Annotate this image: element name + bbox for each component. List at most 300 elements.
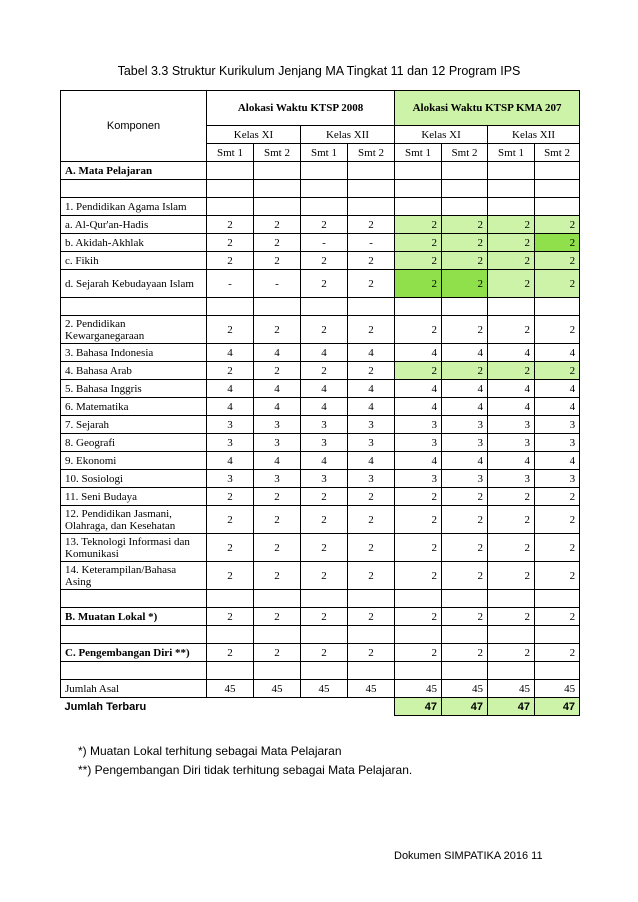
cell-value: 3 [348,416,395,434]
cell-value: 2 [395,608,442,626]
row-label: 8. Geografi [61,434,207,452]
cell-value: 2 [301,488,348,506]
cell-value: 45 [395,680,442,698]
empty-cell [254,698,301,716]
cell-value: 2 [442,644,488,662]
table-caption: Tabel 3.3 Struktur Kurikulum Jenjang MA Tingkat 11 dan 12 Program IPS [117,64,521,78]
header-kelas-xi: Kelas XI [395,126,488,144]
cell-value: 4 [254,452,301,470]
cell-value: 2 [207,562,254,590]
table-row [61,380,580,398]
cell-value: 2 [301,252,348,270]
cell-value: 2 [254,534,301,562]
cell-value: 2 [301,644,348,662]
empty-cell [442,298,488,316]
empty-cell [395,162,442,180]
table-row [61,416,580,434]
cell-value: 3 [254,416,301,434]
cell-value: 2 [395,234,442,252]
row-label: 13. Teknologi Informasi dan Komunikasi [61,534,207,562]
total-row [61,698,580,716]
cell-value: 2 [442,562,488,590]
cell-value: 3 [442,416,488,434]
cell-value: 2 [488,362,535,380]
cell-value: 4 [535,380,580,398]
empty-cell [488,162,535,180]
cell-value: 2 [254,562,301,590]
cell-value: 2 [301,270,348,298]
empty-cell [535,298,580,316]
header-smt-1: Smt 1 [301,144,348,162]
cell-value: 4 [254,398,301,416]
cell-value: 2 [254,362,301,380]
table-row [61,608,580,626]
cell-value: 2 [488,506,535,534]
table-row [61,362,580,380]
table-row [61,506,580,534]
total-label: Jumlah Terbaru [64,700,147,713]
empty-cell [254,298,301,316]
cell-value: 3 [301,470,348,488]
empty-cell [301,626,348,644]
total-value: 47 [535,698,580,716]
cell-value: 2 [395,644,442,662]
empty-cell [301,162,348,180]
empty-cell [348,198,395,216]
page-number: Dokumen SIMPATIKA 2016 11 [394,850,543,862]
cell-value: 4 [395,344,442,362]
row-label: 2. Pendidikan Kewarganegaraan [61,316,207,344]
header-smt-1: Smt 1 [488,144,535,162]
cell-value: 4 [301,398,348,416]
row-label [61,298,207,316]
cell-value: 3 [301,416,348,434]
empty-cell [301,198,348,216]
empty-cell [442,662,488,680]
empty-cell [254,626,301,644]
cell-value: 4 [442,380,488,398]
cell-value: - [301,234,348,252]
row-label: c. Fikih [61,252,207,270]
cell-value: 45 [301,680,348,698]
cell-value: 4 [442,398,488,416]
empty-cell [488,180,535,198]
cell-value: 3 [488,416,535,434]
row-label: A. Mata Pelajaran [61,162,207,180]
cell-value: 2 [301,534,348,562]
cell-value: 2 [535,608,580,626]
cell-value: 2 [254,216,301,234]
row-label: 11. Seni Budaya [61,488,207,506]
cell-value: 4 [488,344,535,362]
table-row [61,298,580,316]
empty-cell [395,298,442,316]
empty-cell [254,180,301,198]
cell-value: 2 [207,488,254,506]
cell-value: 2 [348,362,395,380]
row-label: B. Muatan Lokal *) [61,608,207,626]
empty-cell [395,590,442,608]
cell-value: 2 [207,316,254,344]
table-row [61,488,580,506]
cell-value: 3 [395,470,442,488]
footnote-muatan-lokal: *) Muatan Lokal terhitung sebagai Mata Pelajaran [78,744,342,758]
cell-value: 2 [395,534,442,562]
cell-value: 2 [301,506,348,534]
row-label: 1. Pendidikan Agama Islam [61,198,207,216]
table-row [61,590,580,608]
empty-cell [207,198,254,216]
cell-value: - [348,234,395,252]
row-label [61,662,207,680]
cell-value: 2 [488,216,535,234]
empty-cell [442,626,488,644]
table-row [61,180,580,198]
cell-value: 2 [535,216,580,234]
table-row [61,398,580,416]
empty-cell [535,662,580,680]
table-row [61,162,580,180]
cell-value: 2 [254,234,301,252]
cell-value: 4 [488,398,535,416]
cell-value: 4 [301,380,348,398]
empty-cell [207,590,254,608]
cell-value: 2 [535,362,580,380]
table-row [61,562,580,590]
cell-value: 4 [301,344,348,362]
cell-value: 2 [348,506,395,534]
cell-value: 2 [535,316,580,344]
empty-cell [207,626,254,644]
row-label: 4. Bahasa Arab [61,362,207,380]
cell-value: 4 [207,380,254,398]
cell-value: 4 [348,380,395,398]
table-row [61,198,580,216]
cell-value: 2 [535,488,580,506]
row-label: d. Sejarah Kebudayaan Islam [61,270,207,298]
cell-value: 3 [488,470,535,488]
cell-value: 2 [395,362,442,380]
cell-value: 4 [207,398,254,416]
empty-cell [254,662,301,680]
total-value: 47 [442,698,488,716]
cell-value: 2 [207,506,254,534]
cell-value: 2 [348,534,395,562]
empty-cell [254,162,301,180]
cell-value: 2 [395,252,442,270]
row-label: C. Pengembangan Diri **) [61,644,207,662]
empty-cell [488,198,535,216]
cell-value: 4 [207,344,254,362]
cell-value: 2 [488,234,535,252]
cell-value: 4 [442,344,488,362]
table-row [61,252,580,270]
empty-cell [207,662,254,680]
empty-cell [348,590,395,608]
empty-cell [535,162,580,180]
empty-cell [442,180,488,198]
cell-value: 2 [254,644,301,662]
empty-cell [301,698,348,716]
cell-value: 2 [488,252,535,270]
cell-value: 3 [254,434,301,452]
cell-value: 45 [207,680,254,698]
empty-cell [442,162,488,180]
empty-cell [395,180,442,198]
empty-cell [207,162,254,180]
empty-cell [348,298,395,316]
cell-value: 2 [348,316,395,344]
row-label: 12. Pendidikan Jasmani, Olahraga, dan Kesehatan [61,506,207,534]
empty-cell [207,298,254,316]
row-label [61,590,207,608]
cell-value: 4 [488,380,535,398]
row-label: 7. Sejarah [61,416,207,434]
cell-value: 4 [535,398,580,416]
table-row [61,680,580,698]
cell-value: - [254,270,301,298]
empty-cell [301,298,348,316]
header-smt-1: Smt 1 [207,144,254,162]
row-label: a. Al-Qur'an-Hadis [61,216,207,234]
total-value: 47 [395,698,442,716]
cell-value: 2 [442,506,488,534]
cell-value: 2 [348,252,395,270]
empty-cell [535,590,580,608]
table-row [61,234,580,252]
header-ktsp-kma: Alokasi Waktu KTSP KMA 207 [395,91,580,126]
header-smt-2: Smt 2 [254,144,301,162]
cell-value: 2 [488,608,535,626]
empty-cell [348,662,395,680]
table-row [61,626,580,644]
empty-cell [488,298,535,316]
cell-value: 3 [535,434,580,452]
cell-value: 3 [348,470,395,488]
cell-value: 2 [254,316,301,344]
cell-value: 2 [488,534,535,562]
row-label: 10. Sosiologi [61,470,207,488]
cell-value: 3 [535,416,580,434]
cell-value: 2 [348,608,395,626]
row-label: 5. Bahasa Inggris [61,380,207,398]
cell-value: 2 [207,644,254,662]
empty-cell [395,626,442,644]
row-label: 9. Ekonomi [61,452,207,470]
table-row [61,644,580,662]
cell-value: 2 [442,252,488,270]
cell-value: 2 [535,562,580,590]
cell-value: 2 [488,644,535,662]
header-kelas-xii: Kelas XII [301,126,395,144]
cell-value: 2 [348,270,395,298]
cell-value: 2 [488,488,535,506]
table-row [61,662,580,680]
cell-value: 2 [395,270,442,298]
cell-value: 3 [207,434,254,452]
cell-value: 2 [488,270,535,298]
header-smt-1: Smt 1 [395,144,442,162]
cell-value: 2 [207,608,254,626]
cell-value: 2 [207,234,254,252]
cell-value: 2 [535,252,580,270]
header-smt-2: Smt 2 [348,144,395,162]
cell-value: 2 [301,562,348,590]
empty-cell [395,662,442,680]
empty-cell [301,662,348,680]
cell-value: 2 [254,608,301,626]
empty-cell [488,662,535,680]
cell-value: 2 [395,316,442,344]
cell-value: 4 [207,452,254,470]
empty-cell [535,626,580,644]
cell-value: 4 [348,452,395,470]
cell-value: 3 [442,434,488,452]
empty-cell [395,198,442,216]
row-label: b. Akidah-Akhlak [61,234,207,252]
cell-value: 2 [442,362,488,380]
cell-value: 2 [442,234,488,252]
cell-value: 2 [535,270,580,298]
empty-cell [254,198,301,216]
table-row [61,534,580,562]
cell-value: 2 [442,608,488,626]
cell-value: - [207,270,254,298]
cell-value: 2 [348,488,395,506]
cell-value: 2 [395,216,442,234]
cell-value: 2 [254,252,301,270]
cell-value: 45 [535,680,580,698]
row-label: Jumlah Asal [61,680,207,698]
cell-value: 2 [207,216,254,234]
cell-value: 2 [395,506,442,534]
cell-value: 2 [254,506,301,534]
header-ktsp-2008: Alokasi Waktu KTSP 2008 [207,91,395,126]
cell-value: 2 [348,216,395,234]
empty-cell [488,626,535,644]
table-row [61,470,580,488]
cell-value: 4 [348,344,395,362]
empty-cell [348,626,395,644]
cell-value: 2 [301,216,348,234]
empty-cell [254,590,301,608]
cell-value: 3 [535,470,580,488]
cell-value: 2 [442,270,488,298]
cell-value: 3 [207,416,254,434]
row-label [61,180,207,198]
cell-value: 2 [254,488,301,506]
empty-cell [348,180,395,198]
cell-value: 45 [442,680,488,698]
table-row [61,452,580,470]
empty-cell [348,162,395,180]
cell-value: 4 [535,344,580,362]
cell-value: 4 [395,398,442,416]
cell-value: 2 [535,506,580,534]
table-row [61,344,580,362]
empty-cell [301,180,348,198]
cell-value: 2 [442,316,488,344]
cell-value: 2 [535,234,580,252]
cell-value: 2 [442,534,488,562]
cell-value: 4 [488,452,535,470]
empty-cell [535,198,580,216]
cell-value: 2 [442,488,488,506]
empty-cell [348,698,395,716]
row-label [61,626,207,644]
empty-cell [207,698,254,716]
cell-value: 4 [395,380,442,398]
cell-value: 2 [301,608,348,626]
header-smt-2: Smt 2 [442,144,488,162]
cell-value: 2 [301,316,348,344]
empty-cell [442,198,488,216]
cell-value: 4 [348,398,395,416]
empty-cell [442,590,488,608]
cell-value: 2 [395,488,442,506]
cell-value: 4 [254,380,301,398]
cell-value: 3 [488,434,535,452]
cell-value: 3 [395,416,442,434]
cell-value: 2 [207,534,254,562]
cell-value: 45 [348,680,395,698]
cell-value: 2 [535,534,580,562]
curriculum-table [60,90,580,716]
empty-cell [207,180,254,198]
table-row [61,270,580,298]
header-kelas-xi: Kelas XI [207,126,301,144]
row-label: 6. Matematika [61,398,207,416]
header-smt-2: Smt 2 [535,144,580,162]
cell-value: 4 [395,452,442,470]
cell-value: 2 [442,216,488,234]
table-row [61,216,580,234]
table-row [61,316,580,344]
empty-cell [535,180,580,198]
empty-cell [301,590,348,608]
cell-value: 45 [488,680,535,698]
row-label: 3. Bahasa Indonesia [61,344,207,362]
cell-value: 3 [442,470,488,488]
footnote-pengembangan-diri: **) Pengembangan Diri tidak terhitung sebagai Mata Pelajaran. [78,763,413,777]
cell-value: 4 [254,344,301,362]
row-label: 14. Keterampilan/Bahasa Asing [61,562,207,590]
cell-value: 3 [348,434,395,452]
cell-value: 2 [301,362,348,380]
cell-value: 2 [535,644,580,662]
cell-value: 4 [301,452,348,470]
cell-value: 3 [254,470,301,488]
cell-value: 4 [535,452,580,470]
cell-value: 45 [254,680,301,698]
cell-value: 2 [207,252,254,270]
cell-value: 3 [395,434,442,452]
header-kelas-xii: Kelas XII [488,126,580,144]
cell-value: 2 [395,562,442,590]
cell-value: 2 [488,316,535,344]
cell-value: 2 [348,562,395,590]
total-value: 47 [488,698,535,716]
table-row [61,434,580,452]
header-komponen: Komponen [61,91,207,162]
empty-cell [488,590,535,608]
cell-value: 3 [301,434,348,452]
cell-value: 2 [207,362,254,380]
cell-value: 4 [442,452,488,470]
cell-value: 3 [207,470,254,488]
cell-value: 2 [348,644,395,662]
cell-value: 2 [488,562,535,590]
